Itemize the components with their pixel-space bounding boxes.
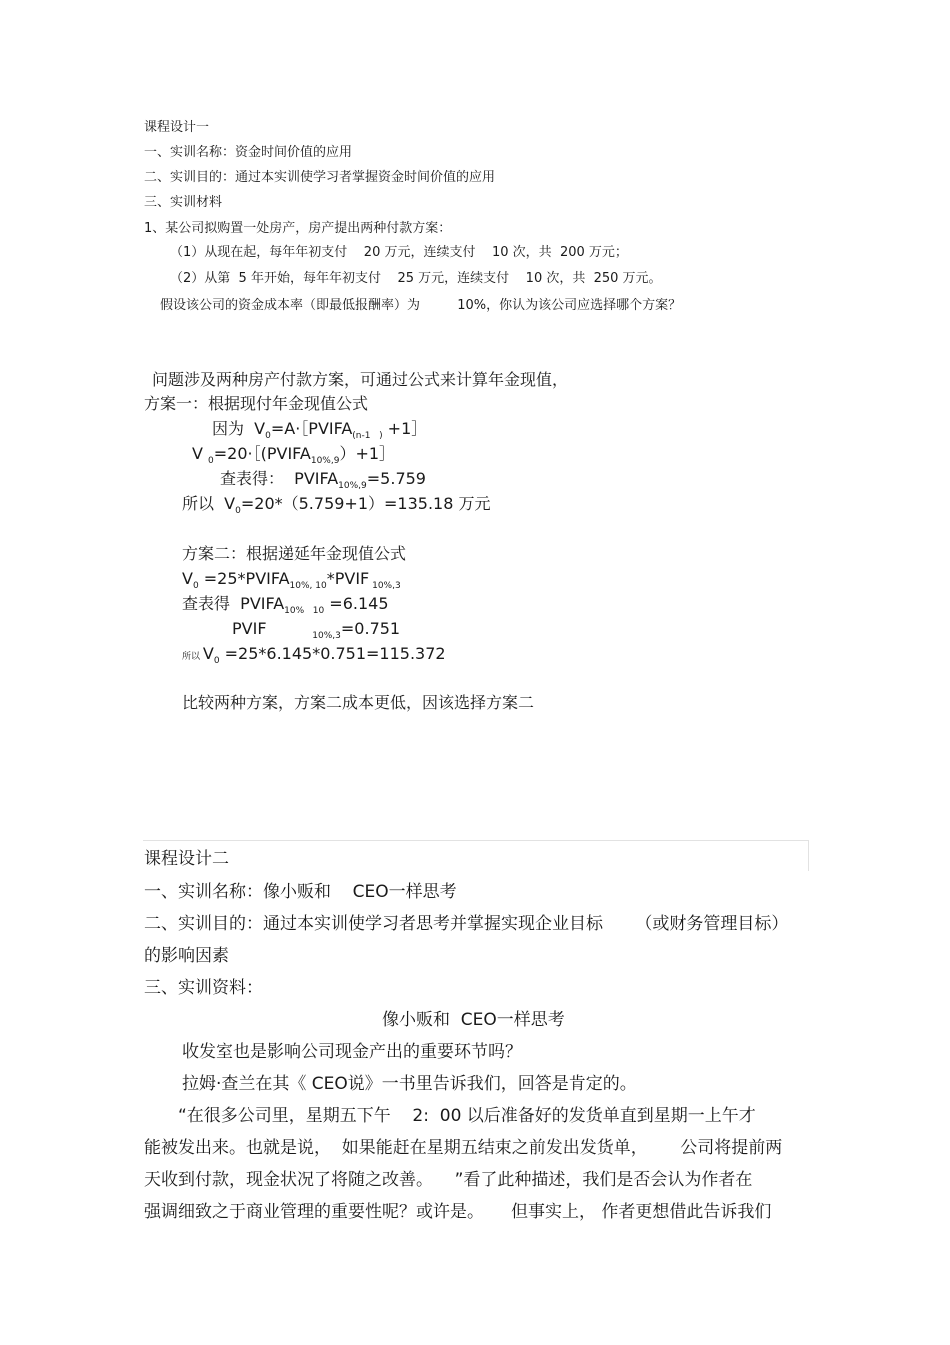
- section-title-2: 课程设计二: [144, 849, 229, 869]
- plan1-title: 方案一：根据现付年金现值公式: [144, 394, 369, 413]
- plan1-formula-1: 因为 $V_0=A\cdot[PVIFA_{(n-1 )}$ +1］: [212, 419, 428, 442]
- plan2-result: 所以 $V_0 =25*6.145*0.751=115.372$: [182, 644, 446, 667]
- training-name-2: 一、实训名称：像小贩和 CEO一样思考: [144, 882, 457, 902]
- assumption: 假设该公司的资金成本率（即最低报酬率）为 10%，你认为该公司应选择哪个方案？: [160, 298, 682, 313]
- training-name-1: 一、实训名称：资金时间价值的应用: [144, 145, 353, 160]
- article-para-1: 收发室也是影响公司现金产出的重要环节吗？: [182, 1042, 522, 1062]
- plan2-lookup-2: PVIF $_{10\%,3}$=0.751: [232, 619, 401, 642]
- solution-intro: 问题涉及两种房产付款方案，可通过公式来计算年金现值，: [152, 370, 569, 389]
- conclusion: 比较两种方案，方案二成本更低，因该选择方案二: [182, 693, 535, 712]
- plan1-result: 所以 $V_0=20*(5.759+1)=135.18$ 万元: [182, 494, 491, 517]
- training-material-2: 三、实训资料：: [144, 978, 263, 998]
- section-title-1: 课程设计一: [144, 120, 210, 135]
- training-material-1: 三、实训材料: [144, 195, 223, 210]
- training-goal-1: 二、实训目的：通过本实训使学习者掌握资金时间价值的应用: [144, 170, 496, 185]
- plan2-title: 方案二：根据递延年金现值公式: [182, 544, 407, 563]
- option-1: （1）从现在起，每年年初支付 20 万元，连续支付 10 次，共 200 万元；: [170, 245, 628, 260]
- article-para-2: 拉姆·查兰在其《 CEO说》一书里告诉我们，回答是肯定的。: [182, 1074, 637, 1094]
- option-2: （2）从第 5 年开始，每年年初支付 25 万元，连续支付 10 次，共 250 万元。: [170, 271, 662, 286]
- article-para-3-line-2: 能被发出来。也就是说， 如果能赶在星期五结束之前发出发货单， 公司将提前两: [144, 1138, 783, 1158]
- training-goal-2-cont: 的影响因素: [144, 946, 229, 966]
- training-goal-2: 二、实训目的：通过本实训使学习者思考并掌握实现企业目标 （或财务管理目标）: [144, 914, 789, 934]
- section-divider: [143, 840, 809, 871]
- article-title: 像小贩和 CEO一样思考: [382, 1010, 565, 1030]
- question-1: 1、某公司拟购置一处房产，房产提出两种付款方案：: [144, 221, 452, 236]
- plan2-formula-1: $V_0$ $=25*PVIFA_{10\%, 10}*PVIF$ $_{10\%,3}$: [182, 569, 401, 592]
- article-para-3-line-4: 强调细致之于商业管理的重要性呢？或许是。 但事实上， 作者更想借此告诉我们: [144, 1202, 772, 1222]
- plan1-lookup: 查表得： $PVIFA_{10\%,9}=5.759$: [220, 469, 426, 492]
- plan2-lookup-1: 查表得 $PVIFA_{10\% 10} =6.145$: [182, 594, 389, 617]
- article-para-3-line-3: 天收到付款，现金状况了将随之改善。 ”看了此种描述，我们是否会认为作者在: [144, 1170, 753, 1190]
- plan1-formula-2: V $_0=20\cdot[(PVIFA_{10\%,9})+1]$: [192, 444, 396, 467]
- article-para-3-line-1: “在很多公司里，星期五下午 2: 00 以后准备好的发货单直到星期一上午才: [178, 1106, 756, 1126]
